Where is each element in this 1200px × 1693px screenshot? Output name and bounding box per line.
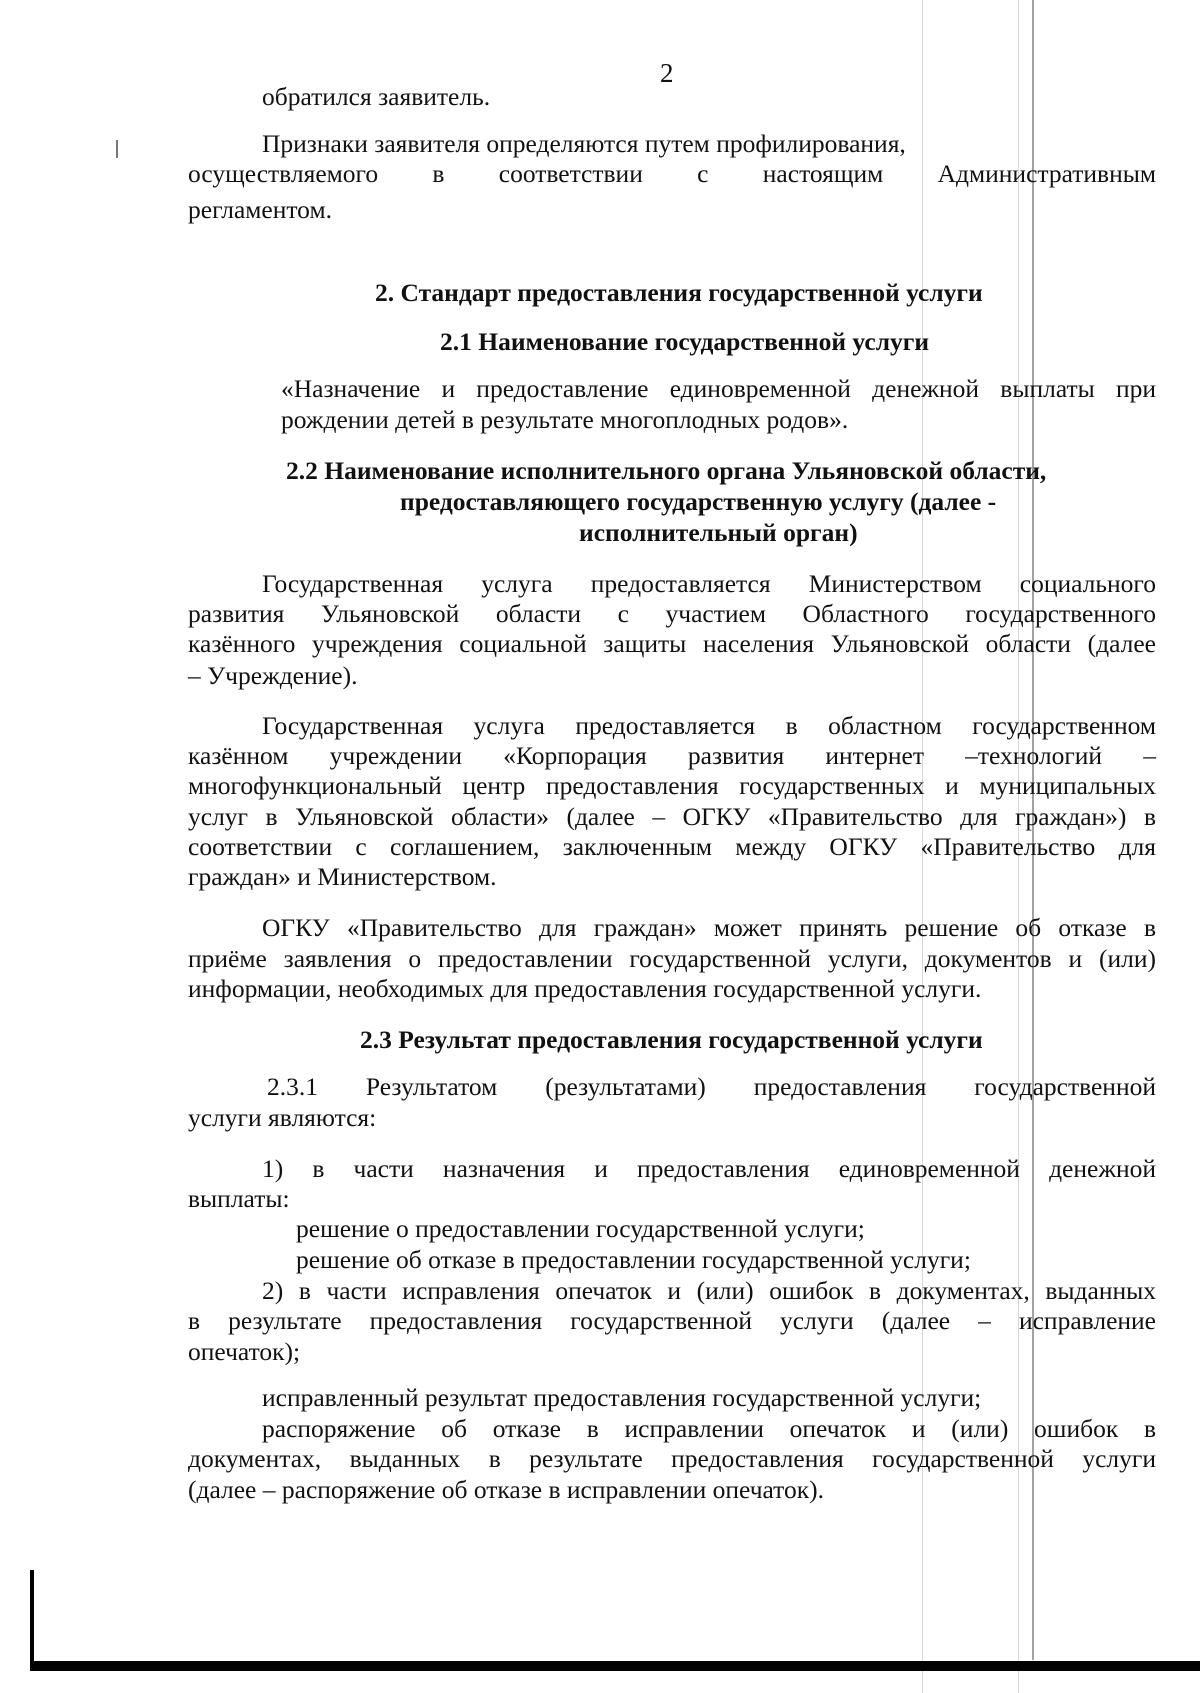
subsection-heading: 2.1 Наименование государственной услуги [440, 327, 930, 356]
subsection-heading: предоставляющего государственную услугу (далее - [400, 487, 997, 516]
text-line: многофункциональный центр предоставления государственных и муниципальных [188, 771, 1156, 800]
subsection-heading: исполнительный орган) [579, 518, 858, 547]
text-line: «Назначение и предоставление единовременной денежной выплаты при [281, 374, 1156, 403]
text-line: казённого учреждения социальной защиты населения Ульяновской области (далее [188, 629, 1156, 658]
text-line: выплаты: [188, 1184, 290, 1213]
text-line: 2.3.1 Результатом (результатами) предоставления государственной [267, 1072, 1156, 1101]
text-line: 2) в части исправления опечаток и (или) ошибок в документах, выданных [262, 1276, 1156, 1305]
text-line: 1) в части назначения и предоставления единовременной денежной [262, 1154, 1156, 1183]
text-line: рождении детей в результате многоплодных родов». [281, 405, 849, 434]
text-line: опечаток); [188, 1337, 301, 1366]
text-line: регламентом. [188, 195, 332, 224]
scan-border-bottom [30, 1661, 1200, 1671]
text-line: граждан» и Министерством. [188, 862, 497, 891]
text-line: исправленный результат предоставления государственной услуги; [262, 1383, 982, 1412]
subsection-heading: 2.2 Наименование исполнительного органа Ульяновской области, [286, 456, 1047, 485]
text-line: распоряжение об отказе в исправлении опечаток и (или) ошибок в [262, 1414, 1156, 1443]
text-line: услуг в Ульяновской области» (далее – ОГКУ «Правительство для граждан») в [188, 802, 1156, 831]
text-line: Государственная услуга предоставляется в областном государственном [262, 711, 1156, 740]
text-line: Признаки заявителя определяются путем профилирования, [262, 129, 906, 158]
text-line: – Учреждение). [188, 661, 358, 690]
section-heading: 2. Стандарт предоставления государственной услуги [375, 278, 983, 307]
text-line: в результате предоставления государственной услуги (далее – исправление [188, 1306, 1156, 1335]
text-line: ОГКУ «Правительство для граждан» может принять решение об отказе в [262, 913, 1156, 942]
text-line: решение о предоставлении государственной услуги; [296, 1214, 865, 1243]
text-line: развития Ульяновской области с участием Областного государственного [188, 599, 1156, 628]
scan-mark [116, 140, 118, 158]
text-line: документах, выданных в результате предоставления государственной услуги [188, 1444, 1156, 1473]
text-line: (далее – распоряжение об отказе в исправлении опечаток). [188, 1475, 824, 1504]
text-line: казённом учреждении «Корпорация развития интернет –технологий – [188, 741, 1156, 770]
text-line: приёме заявления о предоставлении государственной услуги, документов и (или) [188, 944, 1156, 973]
text-line: осуществляемого в соответствии с настоящим Административным [188, 159, 1156, 188]
scan-border-left [30, 1570, 34, 1670]
text-line: соответствии с соглашением, заключенным между ОГКУ «Правительство для [188, 832, 1156, 861]
subsection-heading: 2.3 Результат предоставления государственной услуги [360, 1025, 983, 1054]
text-line: обратился заявитель. [262, 82, 491, 111]
text-line: Государственная услуга предоставляется Министерством социального [262, 569, 1156, 598]
text-line: услуги являются: [188, 1103, 377, 1132]
page-number: 2 [660, 58, 674, 88]
text-line: информации, необходимых для предоставления государственной услуги. [188, 974, 982, 1003]
text-line: решение об отказе в предоставлении государственной услуги; [296, 1245, 971, 1274]
